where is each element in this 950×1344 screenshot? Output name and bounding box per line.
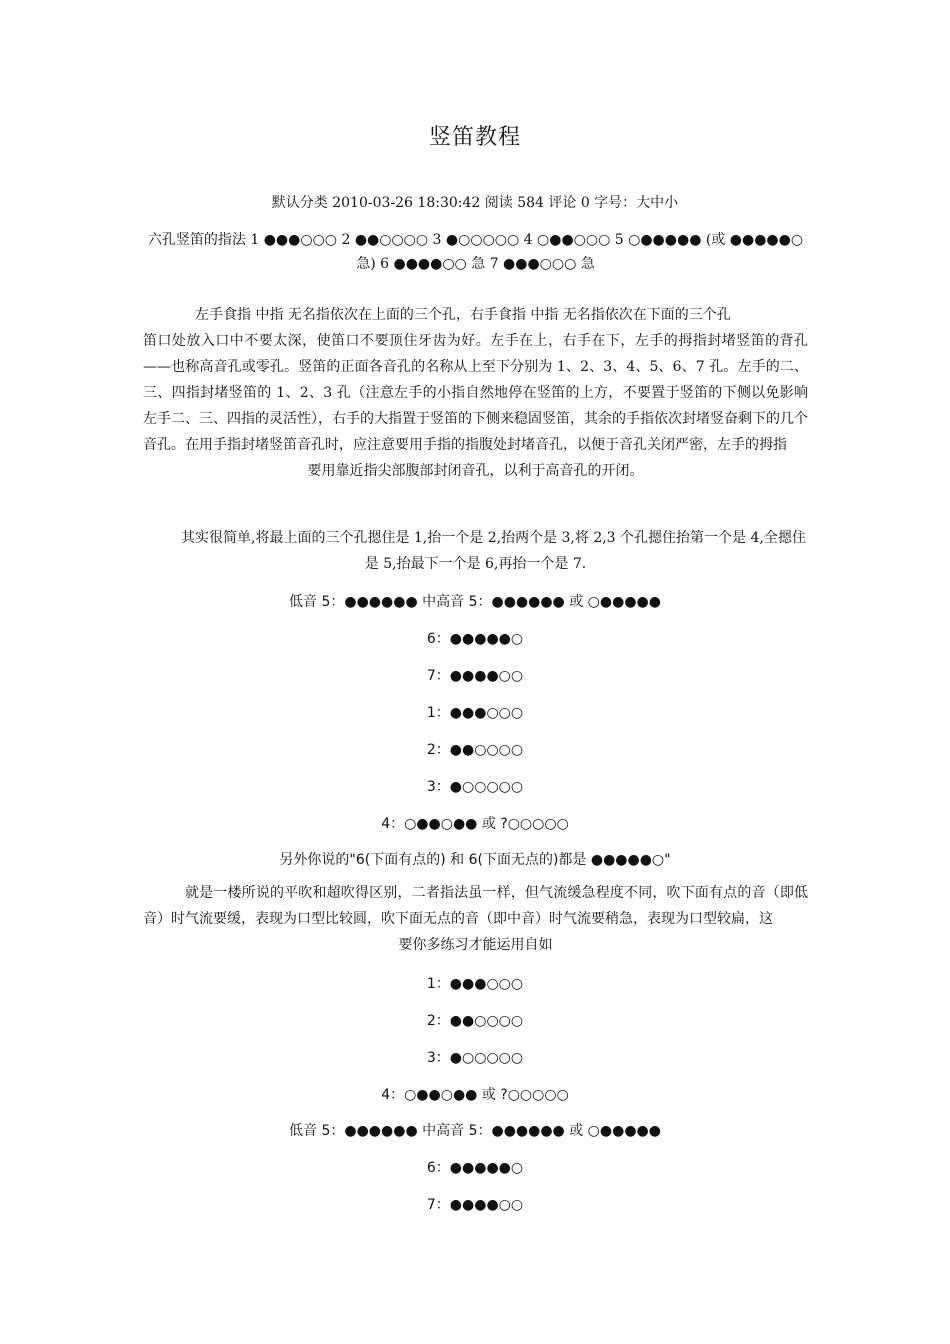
fingering-row: 4：○●●○●● 或 ?○○○○○ xyxy=(381,1087,569,1103)
note-row: 另外你说的"6(下面有点的) 和 6(下面无点的)都是 ●●●●●○" xyxy=(279,852,671,868)
paragraph-holding-first: 左手食指 中指 无名指依次在上面的三个孔，右手食指 中指 无名指依次在下面的三个孔 xyxy=(195,307,731,323)
paragraph-breath-body: 就是一楼所说的平吹和超吹得区别，二者指法虽一样，但气流缓急程度不同，吹下面有点的音（即低音）时气流要缓，表现为口型比较圆，吹下面无点的音（即中音）时气流要稍急，表现为口型较扁，这 xyxy=(143,885,808,927)
paragraph-holding xyxy=(143,302,808,484)
fingering-row: 7：●●●●○○ xyxy=(426,1197,524,1213)
fingering-row: 2：●●○○○○ xyxy=(426,1013,524,1029)
fingering-row: 6：●●●●●○ xyxy=(426,1160,524,1176)
fingering-row: 6：●●●●●○ xyxy=(426,631,524,647)
paragraph-holding-body: 笛口处放入口中不要太深，使笛口不要顶住牙齿为好。左手在上，右手在下，左手的拇指封堵竖笛的背孔——也称高音孔或零孔。竖笛的正面各音孔的名称从上至下分别为 1、2、3、4、5、6、7 孔。左手的二、三、四指封堵竖笛的 1、2、3 孔（注意左手的小指自然地停在竖笛的上方，不要置于竖笛的下侧以免影响左手二、三、四指的灵活性），右手的大指置于竖笛的下侧来稳固竖笛，其余的手指依次封堵竖奋剩下的几个音孔。在用手指封堵竖笛音孔时，应注意要用手指的指腹处封堵音孔，以便于音孔关闭严密，左手的拇指 xyxy=(143,333,808,453)
fingering-row: 2：●●○○○○ xyxy=(426,742,524,758)
fingering-row: 1：●●●○○○ xyxy=(426,976,524,992)
paragraph-simple xyxy=(143,525,808,577)
post-meta: 默认分类 2010-03-26 18:30:42 阅读 584 评论 0 字号：大中小 xyxy=(271,195,679,211)
paragraph-breath xyxy=(143,880,808,958)
fingering-row: 1：●●●○○○ xyxy=(426,705,524,721)
paragraph-holding-last: 要用靠近指尖部腹部封闭音孔，以利于高音孔的开闭。 xyxy=(307,463,644,479)
page-title: 竖笛教程 xyxy=(428,125,521,150)
paragraph-simple-line2: 是 5,抬最下一个是 6,再抬一个是 7. xyxy=(364,556,587,572)
fingering-row: 低音 5：●●●●●● 中高音 5：●●●●●● 或 ○●●●●● xyxy=(289,1123,661,1139)
fingering-row: 低音 5：●●●●●● 中高音 5：●●●●●● 或 ○●●●●● xyxy=(289,594,661,610)
fingering-intro: 六孔竖笛的指法 1 ●●●○○○ 2 ●●○○○○ 3 ●○○○○○ 4 ○●●○○○ 5 ○●●●●● (或 ●●●●●○ 急) 6 ●●●●○○ 急 7 ●●●○○○ 急 xyxy=(147,232,804,272)
fingering-row: 3：●○○○○○ xyxy=(426,779,524,795)
fingering-row: 3：●○○○○○ xyxy=(426,1050,524,1066)
fingering-row: 4：○●●○●● 或 ?○○○○○ xyxy=(381,816,569,832)
paragraph-breath-last: 要你多练习才能运用自如 xyxy=(398,937,553,953)
fingering-row: 7：●●●●○○ xyxy=(426,668,524,684)
paragraph-simple-line1: 其实很简单,将最上面的三个孔摁住是 1,抬一个是 2,抬两个是 3,将 2,3 个孔摁住抬第一个是 4,全摁住 xyxy=(181,530,806,546)
